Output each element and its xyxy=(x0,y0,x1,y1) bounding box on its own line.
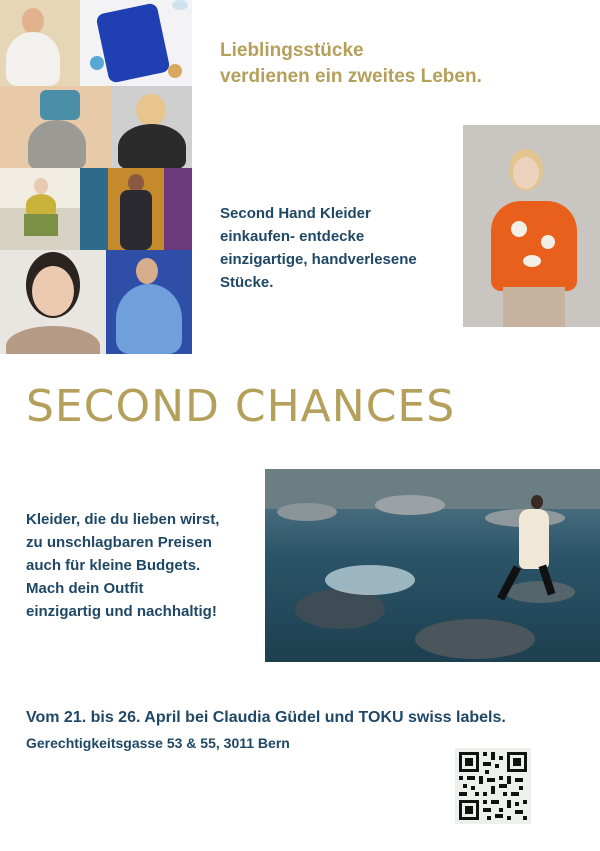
photo-woman-river-stones xyxy=(265,469,600,662)
intro-line: einzigartige, handverlesene xyxy=(220,251,417,268)
pitch-line: zu unschlagbaren Preisen xyxy=(26,534,212,551)
photo-woman-patterned-scarf xyxy=(0,86,112,168)
pitch-line: Kleider, die du lieben wirst, xyxy=(26,511,220,528)
photo-woman-white-top xyxy=(0,0,80,86)
photo-woman-orange-top xyxy=(463,125,600,327)
pitch-line: einzigartig und nachhaltig! xyxy=(26,603,217,620)
photo-woman-blue-coat xyxy=(106,250,192,354)
intro-line: einkaufen- entdecke xyxy=(220,228,365,245)
event-dates: Vom 21. bis 26. April bei Claudia Güdel und TOKU swiss labels. xyxy=(26,709,506,726)
tagline xyxy=(220,38,580,90)
photo-woman-portrait xyxy=(0,250,106,354)
photo-blonde-woman-tweed xyxy=(112,86,192,168)
tagline-line: verdienen ein zweites Leben. xyxy=(220,66,482,87)
photo-blue-scarf xyxy=(80,0,192,86)
qr-code-graphic xyxy=(455,748,531,824)
event-address: Gerechtigkeitsgasse 53 & 55, 3011 Bern xyxy=(26,735,290,751)
intro-line: Second Hand Kleider xyxy=(220,205,371,222)
intro-line: Stücke. xyxy=(220,274,274,291)
photo-collage xyxy=(0,0,192,354)
intro-text xyxy=(220,202,450,294)
headline: SECOND CHANCES xyxy=(26,381,456,432)
photo-woman-yellow-sweater xyxy=(0,168,80,250)
pitch-text xyxy=(26,508,261,623)
pitch-line: auch für kleine Budgets. xyxy=(26,557,201,574)
qr-code[interactable] xyxy=(455,748,531,824)
photo-woman-striped-dress xyxy=(80,168,192,250)
pitch-line: Mach dein Outfit xyxy=(26,580,144,597)
tagline-line: Lieblingsstücke xyxy=(220,40,364,61)
